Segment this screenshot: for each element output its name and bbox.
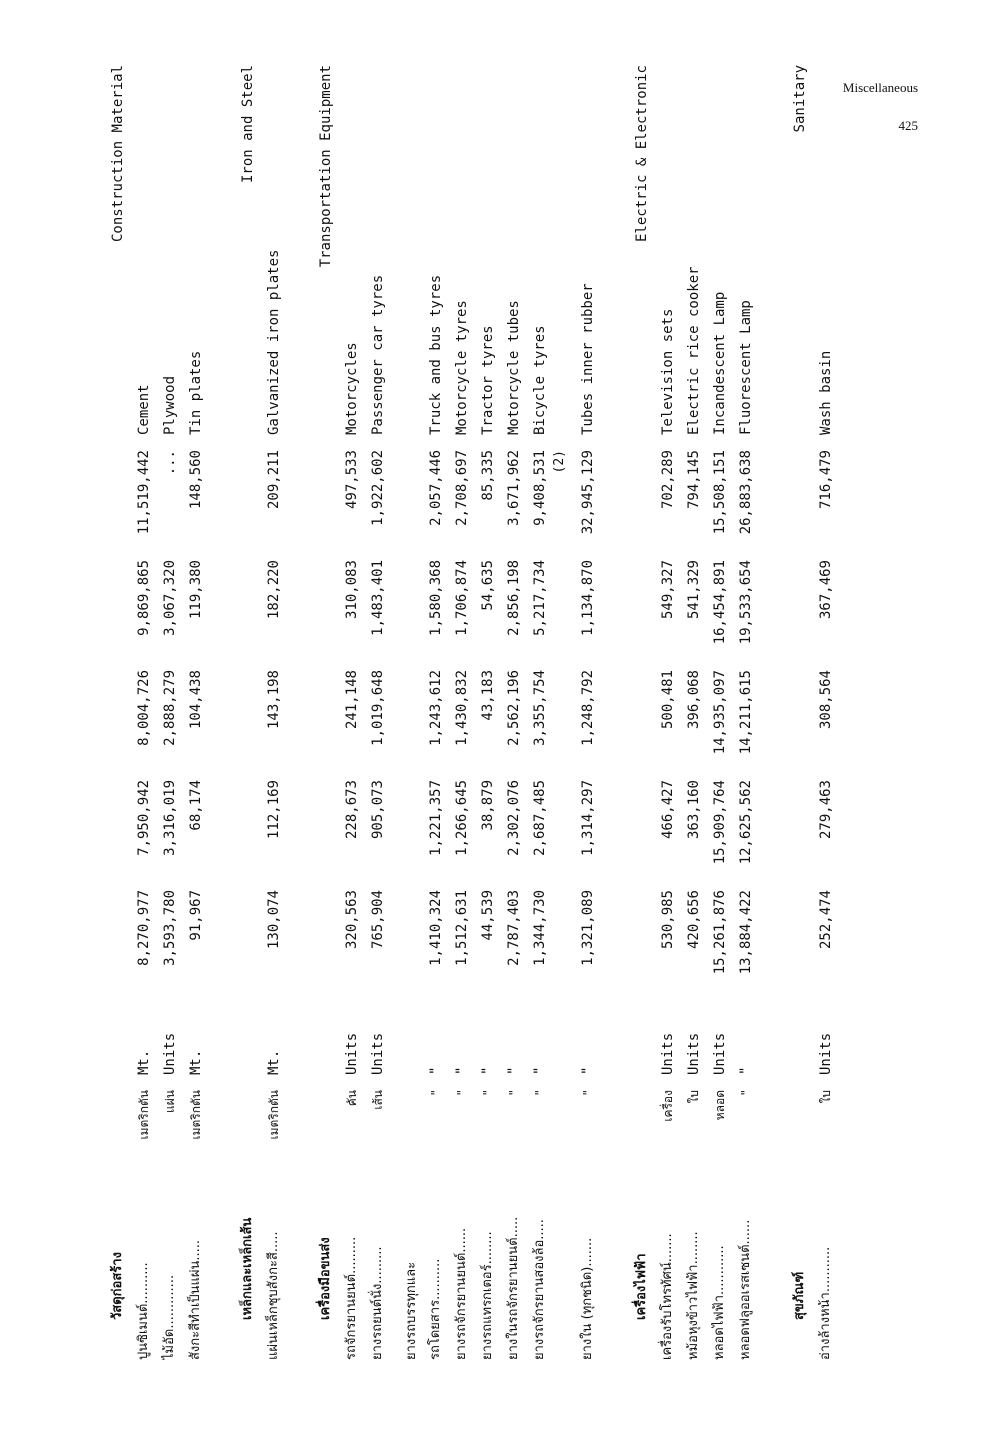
item-english: Passenger car tyres <box>370 274 386 435</box>
value-cell: 420,656 <box>686 890 702 950</box>
value-cell: 1,019,648 <box>370 670 386 746</box>
value-cell: 3,316,019 <box>162 780 178 856</box>
item-english: Galvanized iron plates <box>266 249 282 435</box>
unit-english: " <box>738 1066 754 1075</box>
item-english: Motorcycles <box>344 342 360 435</box>
unit-thai: ใบ <box>687 1090 701 1104</box>
table-row <box>158 60 182 1360</box>
item-thai: รถจักรยานยนต์......... <box>344 1236 359 1360</box>
value-cell: 363,160 <box>686 780 702 840</box>
value-cell: ... <box>162 450 178 476</box>
footnote-marker: (2) <box>552 450 567 474</box>
value-cell: 2,708,697 <box>454 450 470 526</box>
value-cell: 13,884,422 <box>738 890 754 975</box>
value-cell: 104,438 <box>188 670 204 730</box>
value-cell: 1,922,602 <box>370 450 386 526</box>
value-cell: 14,935,097 <box>712 670 728 755</box>
unit-thai: หลอด <box>713 1090 727 1121</box>
value-cell: 530,985 <box>660 890 676 950</box>
value-cell: 11,519,442 <box>136 450 152 535</box>
value-cell: 3,593,780 <box>162 890 178 966</box>
item-thai: รถโดยสาร.......... <box>428 1258 443 1360</box>
unit-english: Units <box>712 1032 728 1075</box>
unit-thai: " <box>455 1090 469 1096</box>
item-thai: อ่างล้างหน้า........... <box>818 1246 833 1360</box>
value-cell: 16,454,891 <box>712 560 728 645</box>
unit-thai: เมตริกตัน <box>189 1090 203 1140</box>
value-cell: 228,673 <box>344 780 360 840</box>
value-cell: 2,057,446 <box>428 450 444 526</box>
item-thai: หลอดฟลูออเรสเซนต์...... <box>738 1219 753 1360</box>
item-thai: ยางรถจักรยานยนต์...... <box>454 1227 469 1360</box>
unit-english: " <box>454 1066 470 1075</box>
item-thai: ยางรถแทรกเตอร์........ <box>480 1231 495 1360</box>
value-cell: 1,344,730 <box>532 890 548 966</box>
category-english: Construction Material <box>110 65 126 243</box>
item-thai: ยางรถยนต์นั่ง......... <box>370 1246 385 1360</box>
category-thai: เหล็กและเหล็กเส้น <box>240 1217 255 1320</box>
value-cell: 43,183 <box>480 670 496 721</box>
value-cell: 1,483,401 <box>370 560 386 636</box>
unit-english: " <box>480 1066 496 1075</box>
unit-english: Units <box>818 1032 834 1075</box>
unit-thai: " <box>581 1090 595 1096</box>
item-english: Tubes inner rubber <box>580 283 596 435</box>
table-row <box>184 60 208 1360</box>
value-cell: 1,248,792 <box>580 670 596 746</box>
category-english: Transportation Equipment <box>318 65 334 268</box>
unit-thai: " <box>429 1090 443 1096</box>
value-cell: 85,335 <box>480 450 496 501</box>
category-row <box>106 60 130 1360</box>
category-row <box>630 60 654 1360</box>
value-cell: 54,635 <box>480 560 496 611</box>
value-cell: 702,289 <box>660 450 676 510</box>
unit-english: Units <box>344 1032 360 1075</box>
table-row <box>656 60 680 1360</box>
value-cell: 1,221,357 <box>428 780 444 856</box>
item-english: Fluorescent Lamp <box>738 300 754 435</box>
value-cell: 1,314,297 <box>580 780 596 856</box>
value-cell: 2,888,279 <box>162 670 178 746</box>
value-cell: 549,327 <box>660 560 676 620</box>
category-thai: สุขภัณฑ์ <box>792 1271 807 1320</box>
item-english: Television sets <box>660 308 676 435</box>
item-english: Cement <box>136 384 152 435</box>
value-cell: 26,883,638 <box>738 450 754 535</box>
value-cell: 308,564 <box>818 670 834 730</box>
value-cell: 9,869,865 <box>136 560 152 636</box>
value-cell: 1,430,832 <box>454 670 470 746</box>
value-cell: 497,533 <box>344 450 360 510</box>
value-cell: 3,067,320 <box>162 560 178 636</box>
value-cell: 252,474 <box>818 890 834 950</box>
item-english: Truck and bus tyres <box>428 274 444 435</box>
value-cell: 68,174 <box>188 780 204 831</box>
unit-english: Units <box>686 1032 702 1075</box>
unit-thai: เมตริกตัน <box>137 1090 151 1140</box>
item-thai: ไม้อัด............. <box>162 1274 177 1360</box>
value-cell: 241,148 <box>344 670 360 730</box>
value-cell: 7,950,942 <box>136 780 152 856</box>
value-cell: 209,211 <box>266 450 282 510</box>
value-cell: 466,427 <box>660 780 676 840</box>
value-cell: 19,533,654 <box>738 560 754 645</box>
table-row <box>424 60 448 1360</box>
unit-thai: " <box>739 1090 753 1096</box>
value-cell: 500,481 <box>660 670 676 730</box>
table-row <box>528 60 552 1360</box>
item-thai: แผ่นเหล็กชุบสังกะสี..... <box>266 1231 281 1360</box>
category-thai: วัสดุก่อสร้าง <box>110 1252 125 1320</box>
item-english: Bicycle tyres <box>532 325 548 435</box>
unit-english: Mt. <box>188 1049 204 1075</box>
unit-english: Mt. <box>136 1049 152 1075</box>
item-english: Tin plates <box>188 350 204 435</box>
item-thai: ยางรถจักรยานสองล้อ..... <box>532 1219 547 1360</box>
value-cell: 2,687,485 <box>532 780 548 856</box>
value-cell: 3,355,754 <box>532 670 548 746</box>
item-english: Tractor tyres <box>480 325 496 435</box>
value-cell: 279,463 <box>818 780 834 840</box>
table-row <box>366 60 390 1360</box>
item-thai: ปูนซิเมนต์.......... <box>136 1262 151 1360</box>
value-cell: 1,321,089 <box>580 890 596 966</box>
item-thai: ยางใน (ทุกชนิด)....... <box>580 1237 595 1360</box>
item-english: Motorcycle tubes <box>506 300 522 435</box>
value-cell: 119,380 <box>188 560 204 620</box>
item-english: Motorcycle tyres <box>454 300 470 435</box>
page-number: 425 <box>898 118 918 133</box>
value-cell: 8,004,726 <box>136 670 152 746</box>
value-cell: 5,217,734 <box>532 560 548 636</box>
value-cell: 1,243,612 <box>428 670 444 746</box>
value-cell: 130,074 <box>266 890 282 950</box>
category-english: Electric & Electronic <box>634 65 650 243</box>
value-cell: 9,408,531 <box>532 450 548 526</box>
value-cell: 32,945,129 <box>580 450 596 535</box>
table-row <box>476 60 500 1360</box>
value-cell: 44,539 <box>480 890 496 941</box>
unit-thai: ใบ <box>819 1090 833 1104</box>
value-cell: 12,625,562 <box>738 780 754 865</box>
unit-thai: แผ่น <box>163 1090 177 1113</box>
unit-thai: " <box>533 1090 547 1096</box>
category-thai: เครื่องมือขนส่ง <box>318 1237 333 1320</box>
value-cell: 765,904 <box>370 890 386 950</box>
item-english: Plywood <box>162 375 178 435</box>
value-cell: 182,220 <box>266 560 282 620</box>
value-cell: 2,562,196 <box>506 670 522 746</box>
table-row <box>682 60 706 1360</box>
value-cell: 396,068 <box>686 670 702 730</box>
value-cell: 794,145 <box>686 450 702 510</box>
statistics-table <box>90 60 910 1360</box>
item-thai: สังกะสีทำเป็นแผ่น..... <box>188 1239 203 1360</box>
unit-thai: เส้น <box>371 1090 385 1110</box>
value-cell: 310,083 <box>344 560 360 620</box>
item-thai: ยางในรถจักรยานยนต์..... <box>506 1216 521 1360</box>
unit-english: Units <box>660 1032 676 1075</box>
table-row <box>262 60 286 1360</box>
value-cell: 15,508,151 <box>712 450 728 535</box>
table-row <box>814 60 838 1360</box>
unit-thai: " <box>481 1090 495 1096</box>
category-english: Sanitary <box>792 65 808 133</box>
value-cell: 716,479 <box>818 450 834 510</box>
table-row <box>340 60 364 1360</box>
value-cell: 8,270,977 <box>136 890 152 966</box>
table-row <box>450 60 474 1360</box>
unit-english: " <box>428 1066 444 1075</box>
value-cell: 14,211,615 <box>738 670 754 755</box>
value-cell: 541,329 <box>686 560 702 620</box>
value-cell: 91,967 <box>188 890 204 941</box>
category-row <box>788 60 812 1360</box>
category-row <box>236 60 260 1360</box>
value-cell: 2,302,076 <box>506 780 522 856</box>
value-cell: 905,073 <box>370 780 386 840</box>
unit-thai: คัน <box>345 1090 359 1107</box>
unit-thai: เครื่อง <box>661 1090 675 1122</box>
item-english: Electric rice cooker <box>686 266 702 435</box>
value-cell: 112,169 <box>266 780 282 840</box>
value-cell: 1,134,870 <box>580 560 596 636</box>
item-english: Incandescent Lamp <box>712 291 728 435</box>
unit-thai: เมตริกตัน <box>267 1090 281 1140</box>
value-cell: 367,469 <box>818 560 834 620</box>
value-cell: 15,261,876 <box>712 890 728 975</box>
table-row <box>502 60 526 1360</box>
table-row <box>708 60 732 1360</box>
table-row <box>734 60 758 1360</box>
unit-thai: " <box>507 1090 521 1096</box>
unit-english: " <box>532 1066 548 1075</box>
table-row <box>132 60 156 1360</box>
value-cell: 1,266,645 <box>454 780 470 856</box>
value-cell: 1,410,324 <box>428 890 444 966</box>
value-cell: 3,671,962 <box>506 450 522 526</box>
category-english: Iron and Steel <box>240 65 256 184</box>
item-thai: หม้อหุงข้าวไฟฟ้า........ <box>686 1231 701 1360</box>
value-cell: 1,580,368 <box>428 560 444 636</box>
item-thai: เครื่องรับโทรทัศน์....... <box>660 1233 675 1360</box>
value-cell: 148,560 <box>188 450 204 510</box>
category-thai: เครื่องไฟฟ้า <box>634 1253 649 1320</box>
unit-english: " <box>580 1066 596 1075</box>
item-thai: หลอดไฟฟ้า............ <box>712 1245 727 1360</box>
unit-english: Units <box>162 1032 178 1075</box>
value-cell: 2,856,198 <box>506 560 522 636</box>
value-cell: 143,198 <box>266 670 282 730</box>
category-row <box>314 60 338 1360</box>
value-cell: 1,706,874 <box>454 560 470 636</box>
value-cell: 38,879 <box>480 780 496 831</box>
item-english: Wash basin <box>818 350 834 435</box>
value-cell: 15,909,764 <box>712 780 728 865</box>
unit-english: " <box>506 1066 522 1075</box>
unit-english: Units <box>370 1032 386 1075</box>
item-thai: ยางรถบรรทุกและ <box>404 1261 419 1360</box>
value-cell: 1,512,631 <box>454 890 470 966</box>
table-row <box>576 60 600 1360</box>
value-cell: 2,787,403 <box>506 890 522 966</box>
value-cell: 320,563 <box>344 890 360 950</box>
label-row <box>400 60 424 1360</box>
section-title: Miscellaneous <box>842 80 918 95</box>
unit-english: Mt. <box>266 1049 282 1075</box>
